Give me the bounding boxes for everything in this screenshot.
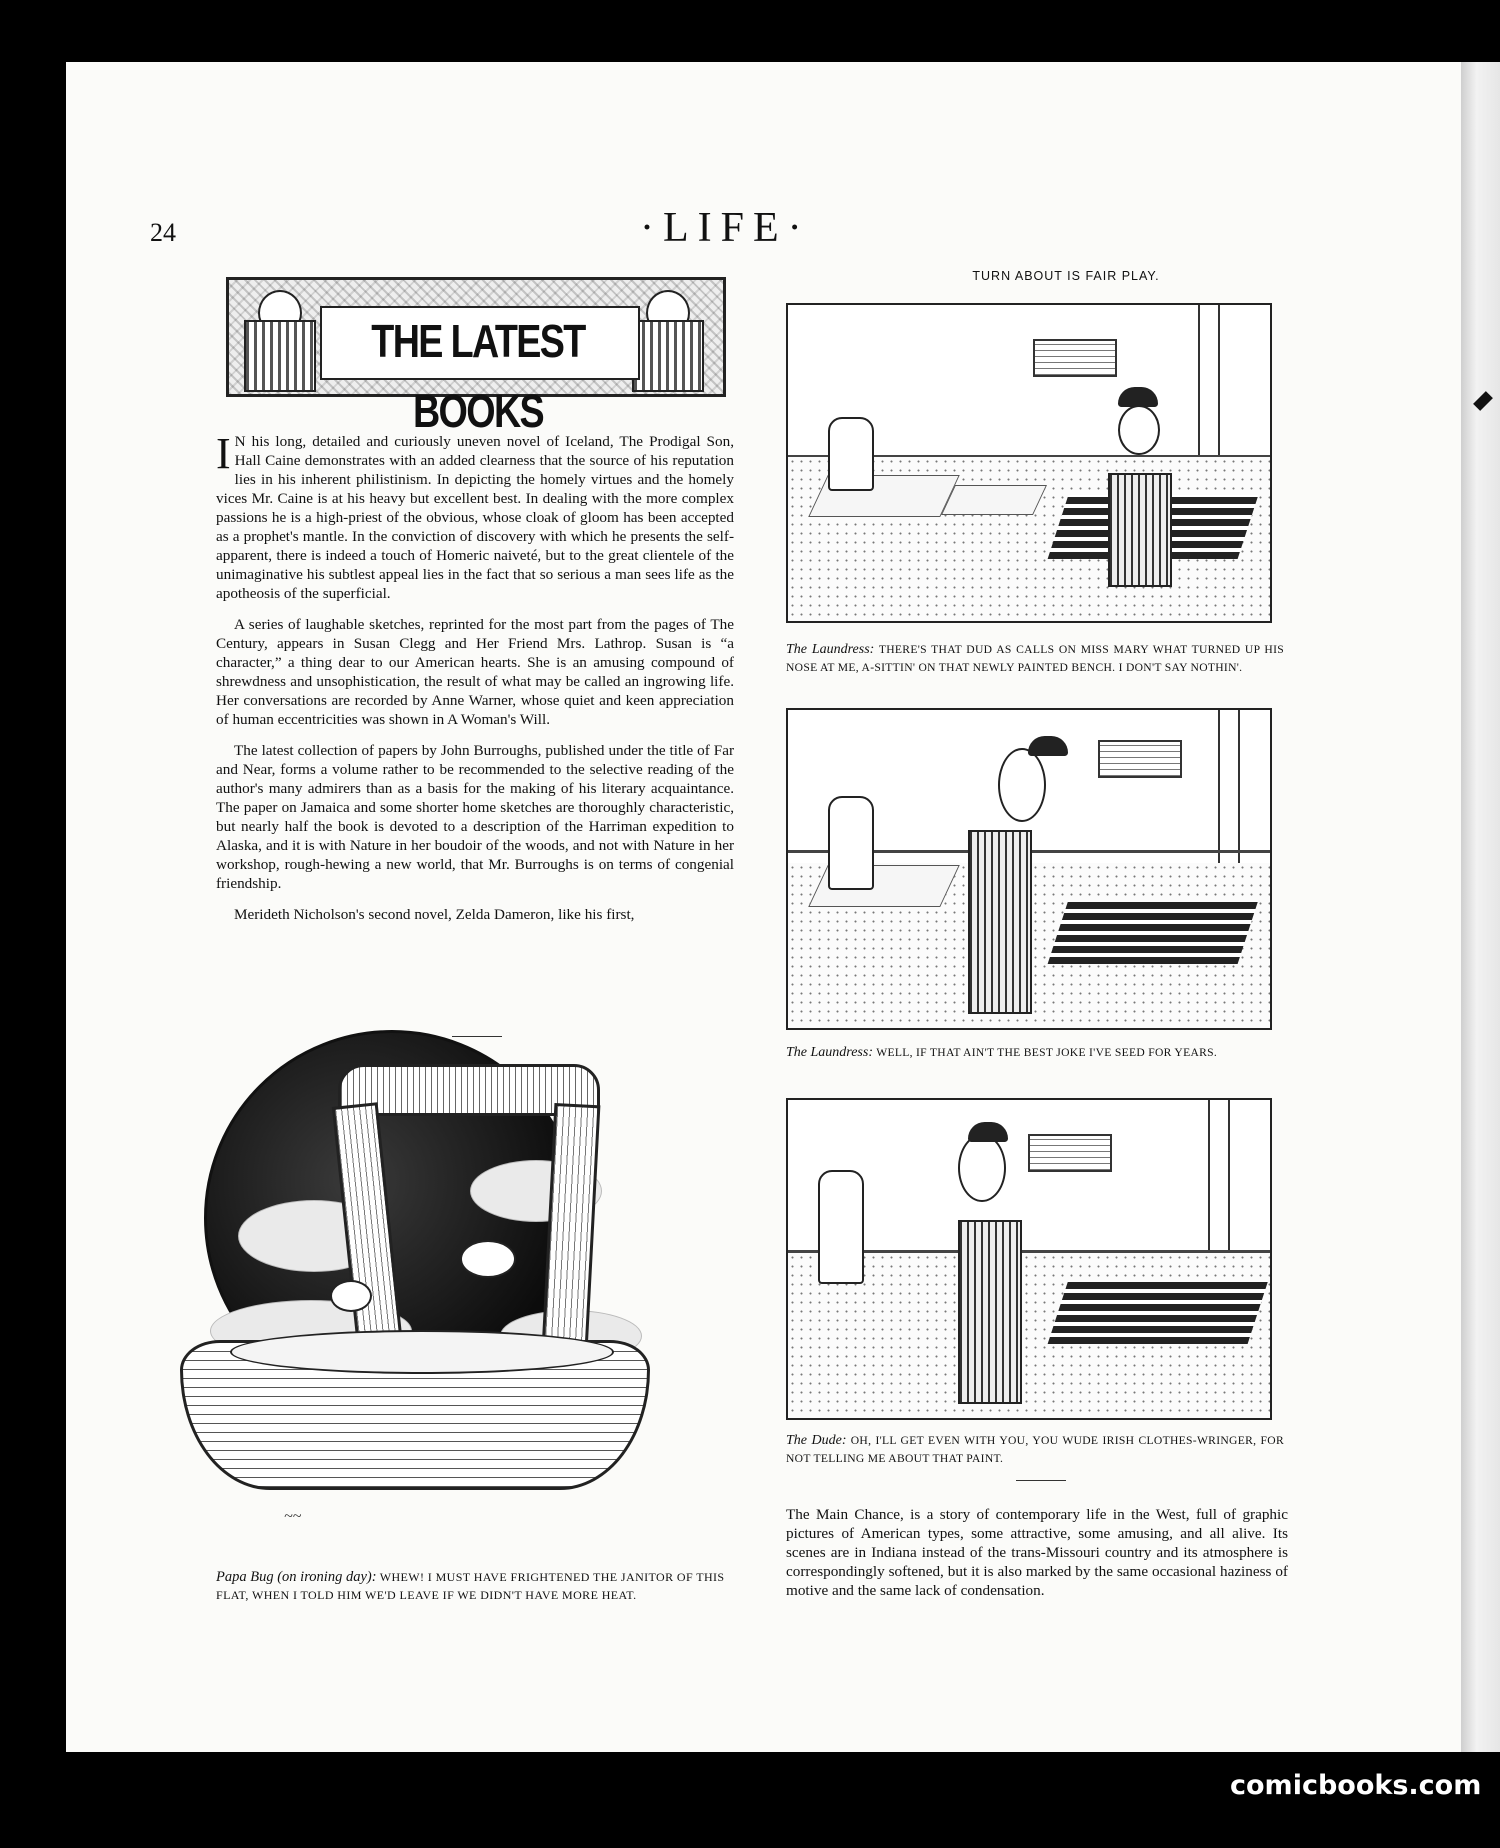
caption-speaker: Papa Bug (on ironing day):: [216, 1569, 377, 1585]
section-divider: [1016, 1480, 1066, 1481]
strip-title: TURN ABOUT IS FAIR PLAY.: [972, 269, 1160, 283]
review-paragraph-4: Merideth Nicholson's second novel, Zelda Dameron, like his first,: [234, 906, 635, 923]
iron-top: [230, 1330, 614, 1374]
laundress-figure: [828, 417, 874, 491]
dude-figure: [1108, 473, 1172, 587]
dude-figure: [958, 1220, 1022, 1404]
next-page-edge: [1461, 62, 1500, 1752]
page-number: 24: [150, 218, 176, 247]
comic-panel-1: [786, 303, 1272, 623]
reading-child-left-illustration: [244, 290, 314, 390]
review-paragraph-1: I N his long, detailed and curiously uneven novel of Iceland, The Prodigal Son, Hall Caine demonstrates with an added clearness that the source of his reputation lies in his inherent philistinism. In depicting the homely virtues and the homely vices Mr. Caine is at his heavy but excellent best. In dealing with the more complex passions he is a high-priest of the obvious, whose cloak of gloom has been accepted as a prophet's mantle. In the conviction of discovery with which he presents the self-apparent, there is indeed a touch of Homeric naiveté, but to the great clientele of the unimaginative his subtlest appeal lies in the fact that so serious a man sees life as the apotheosis of the superficial.: [216, 429, 734, 602]
section-divider: [452, 1036, 502, 1037]
laundress-figure: [828, 796, 874, 890]
book-review-column: [216, 429, 734, 924]
bug-icon: [330, 1280, 372, 1312]
masthead: ·LIFE·: [640, 205, 811, 251]
artist-signature-mark: ~~: [284, 1508, 302, 1525]
review-paragraph-2: A series of laughable sketches, reprinted for the most part from the pages of The Century, appears in Susan Clegg and Her Friend Mrs. Lathrop. Susan is “a character,” a thing dear to our American hearts. She is an amusing compound of shrewdness and unsophistication, the result of what may be called an ingrowing life. Her conversations are recorded by Anne Warner, whose quiet and keen appreciation of human eccentricities was shown in A Woman's Will.: [216, 616, 734, 728]
bug-icon: [460, 1240, 516, 1278]
comic-panel-3: [786, 1098, 1272, 1420]
iron-cartoon-caption: [216, 1568, 736, 1604]
section-title: THE LATEST BOOKS: [371, 315, 585, 437]
comic-panel-2: [786, 708, 1272, 1030]
reading-child-right-illustration: [632, 290, 702, 390]
painted-bench: [1048, 900, 1259, 964]
painted-bench: [1048, 1280, 1269, 1344]
dude-figure: [968, 830, 1032, 1014]
laundress-figure: [818, 1170, 864, 1284]
caption-line: WHEW! I MUST HAVE FRIGHTENED THE JANITOR OF THIS FLAT, WHEN I TOLD HIM WE'D LEAVE IF WE DIDN'T HAVE MORE HEAT.: [216, 1570, 725, 1602]
panel-3-caption: The Dude: OH, I'LL GET EVEN WITH YOU, YOU WUDE IRISH CLOTHES-WRINGER, FOR NOT TELLING ME ABOUT THAT PAINT.: [786, 1433, 1284, 1465]
review-paragraph-3: The latest collection of papers by John Burroughs, published under the title of Far and Near, forms a volume rather to be recommended to the selective reading of the author's many admirers than as a basis for the making of his literary acquaintance. The paper on Jamaica and some shorter home sketches are thoroughly characteristic, but nearly half the book is devoted to a description of the Harriman expedition to Alaska, and it is with Nature in her boudoir of the woods, and not with Nature in her workshop, rough-hewing a new world, that Mr. Burroughs is on terms of congenial friendship.: [216, 742, 734, 892]
panel-2-caption: The Laundress: WELL, IF THAT AIN'T THE BEST JOKE I'VE SEED FOR YEARS.: [786, 1045, 1218, 1060]
review-continuation: The Main Chance, is a story of contemporary life in the West, full of graphic pictures of American types, some attractive, some amusing, and all alive. Its scenes are in Indiana instead of the trans-Missouri country and its atmosphere is correspondingly softened, but it is also marked by the same occasional haziness of motive and the same lack of condensation.: [786, 1506, 1288, 1599]
drop-cap: I: [216, 429, 231, 478]
panel-1-caption: The Laundress: THERE'S THAT DUD AS CALLS ON MISS MARY WHAT TURNED UP HIS NOSE AT ME, A-SITTIN' ON THAT NEWLY PAINTED BENCH. I DON'T SAY NOTHIN'.: [786, 642, 1285, 674]
watermark: comicbooks.com: [1230, 1770, 1482, 1801]
